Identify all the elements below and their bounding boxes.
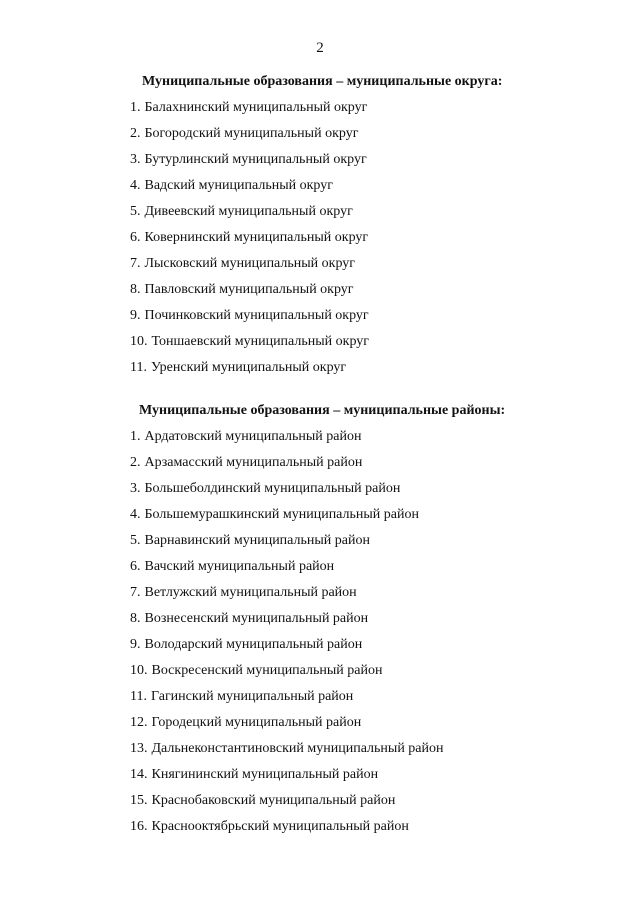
list-item-rayon-15 (0, 792, 640, 818)
item-name: Большеболдинский муниципальный район (144, 481, 401, 496)
list-item-rayon-14 (0, 766, 640, 792)
item-number: 16. (130, 819, 148, 834)
item-name: Балахнинский муниципальный округ (144, 100, 368, 115)
item-name: Тоншаевский муниципальный округ (151, 334, 370, 349)
list-item-okrug-6 (0, 229, 640, 255)
list-item-rayon-13 (0, 740, 640, 766)
item-name: Богородский муниципальный округ (144, 126, 359, 141)
item-number: 6. (130, 230, 141, 245)
item-name: Вознесенский муниципальный район (144, 611, 369, 626)
item-number: 11. (130, 689, 147, 704)
section-heading-okruga: Муниципальные образования – муниципальные округа: (142, 74, 503, 89)
item-name: Лысковский муниципальный округ (144, 256, 356, 271)
list-item-rayon-7 (0, 584, 640, 610)
item-number: 2. (130, 455, 141, 470)
item-name: Городецкий муниципальный район (151, 715, 362, 730)
item-number: 7. (130, 585, 141, 600)
list-item-okrug-9 (0, 307, 640, 333)
item-number: 3. (130, 481, 141, 496)
list-item-rayon-9 (0, 636, 640, 662)
item-number: 8. (130, 611, 141, 626)
item-number: 8. (130, 282, 141, 297)
item-name: Ковернинский муниципальный округ (144, 230, 369, 245)
item-name: Дальнеконстантиновский муниципальный район (151, 741, 444, 756)
item-name: Починковский муниципальный округ (144, 308, 369, 323)
item-number: 11. (130, 360, 147, 375)
list-okruga (0, 99, 640, 385)
item-number: 14. (130, 767, 148, 782)
list-item-rayon-11 (0, 688, 640, 714)
item-number: 10. (130, 663, 148, 678)
list-item-okrug-1 (0, 99, 640, 125)
list-item-okrug-11 (0, 359, 640, 385)
list-item-okrug-7 (0, 255, 640, 281)
item-name: Павловский муниципальный округ (144, 282, 354, 297)
item-name: Варнавинский муниципальный район (144, 533, 370, 548)
item-name: Воскресенский муниципальный район (151, 663, 383, 678)
item-name: Володарский муниципальный район (144, 637, 363, 652)
section-municipal-okruga (0, 73, 640, 385)
item-number: 2. (130, 126, 141, 141)
list-item-okrug-3 (0, 151, 640, 177)
item-name: Княгининский муниципальный район (151, 767, 379, 782)
item-name: Дивеевский муниципальный округ (144, 204, 353, 219)
item-number: 7. (130, 256, 141, 271)
list-item-rayon-12 (0, 714, 640, 740)
item-number: 4. (130, 178, 141, 193)
item-number: 6. (130, 559, 141, 574)
list-item-okrug-5 (0, 203, 640, 229)
list-item-rayon-3 (0, 480, 640, 506)
list-item-rayon-4 (0, 506, 640, 532)
list-item-okrug-10 (0, 333, 640, 359)
item-number: 5. (130, 533, 141, 548)
item-name: Краснооктябрьский муниципальный район (151, 819, 409, 834)
list-item-rayon-16 (0, 818, 640, 844)
item-number: 1. (130, 429, 141, 444)
list-item-okrug-2 (0, 125, 640, 151)
item-number: 13. (130, 741, 148, 756)
item-name: Большемурашкинский муниципальный район (144, 507, 419, 522)
item-name: Гагинский муниципальный район (150, 689, 354, 704)
list-item-okrug-8 (0, 281, 640, 307)
item-name: Краснобаковский муниципальный район (151, 793, 396, 808)
item-number: 3. (130, 152, 141, 167)
item-number: 9. (130, 308, 141, 323)
item-name: Ветлужский муниципальный район (144, 585, 357, 600)
list-item-rayon-6 (0, 558, 640, 584)
item-number: 9. (130, 637, 141, 652)
section-municipal-rayony (0, 402, 640, 844)
item-number: 4. (130, 507, 141, 522)
item-number: 15. (130, 793, 148, 808)
item-number: 12. (130, 715, 148, 730)
item-number: 10. (130, 334, 148, 349)
item-name: Вадский муниципальный округ (144, 178, 333, 193)
item-name: Арзамасский муниципальный район (144, 455, 363, 470)
list-item-rayon-10 (0, 662, 640, 688)
item-number: 5. (130, 204, 141, 219)
list-item-okrug-4 (0, 177, 640, 203)
list-item-rayon-2 (0, 454, 640, 480)
list-item-rayon-1 (0, 428, 640, 454)
item-number: 1. (130, 100, 141, 115)
item-name: Вачский муниципальный район (144, 559, 335, 574)
section-heading-rayony: Муниципальные образования – муниципальные районы: (139, 403, 506, 418)
list-rayony (0, 428, 640, 844)
list-item-rayon-5 (0, 532, 640, 558)
item-name: Ардатовский муниципальный район (144, 429, 362, 444)
item-name: Уренский муниципальный округ (150, 360, 347, 375)
item-name: Бутурлинский муниципальный округ (144, 152, 367, 167)
page-number: 2 (316, 40, 324, 56)
list-item-rayon-8 (0, 610, 640, 636)
